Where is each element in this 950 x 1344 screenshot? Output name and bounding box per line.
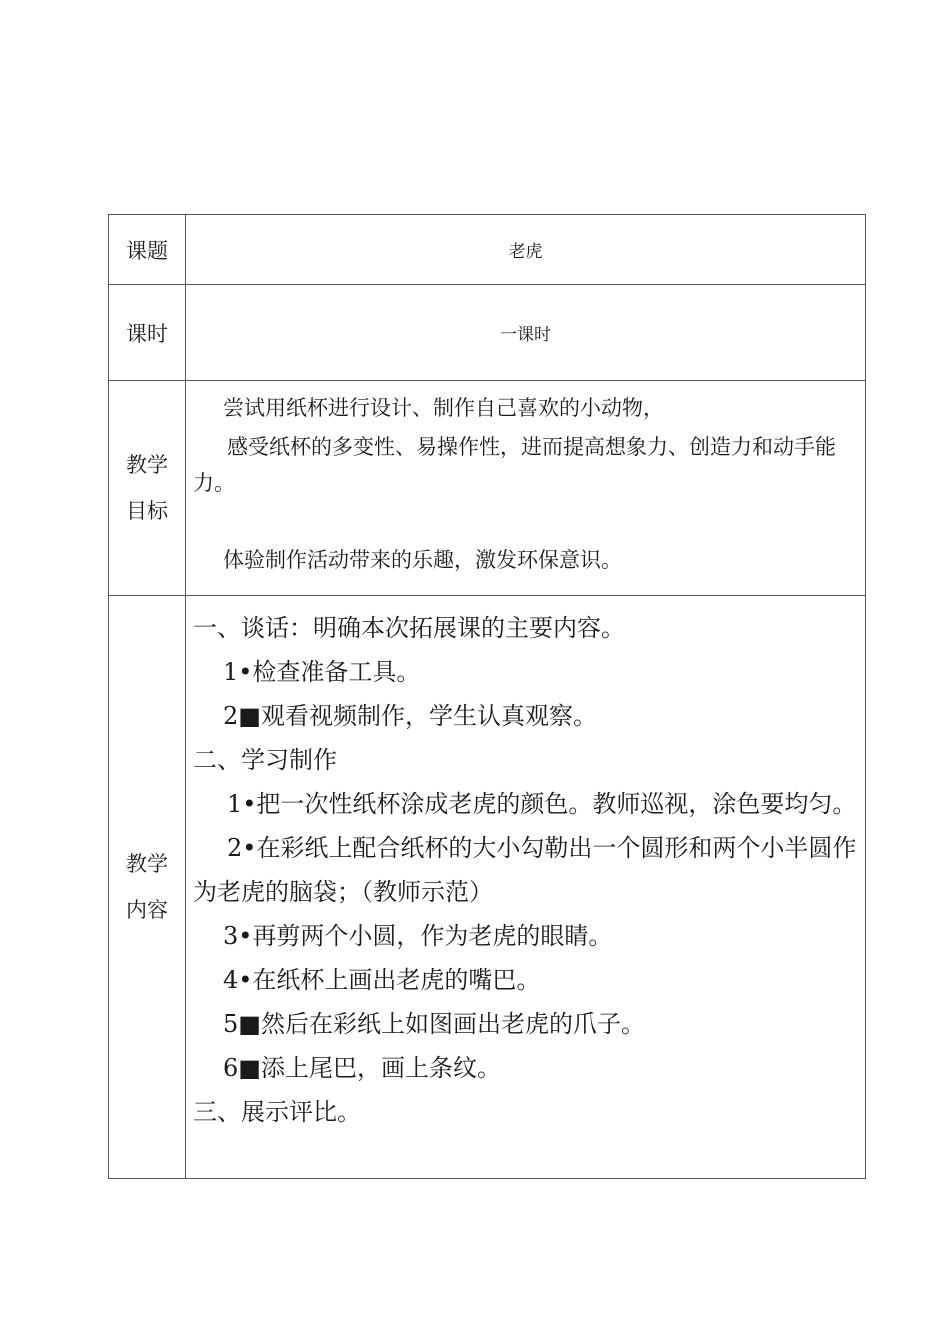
goals-label-line1: 教学 (126, 453, 168, 477)
topic-row (109, 215, 866, 285)
period-label: 课时 (109, 285, 186, 381)
step-item: 2•在彩纸上配合纸杯的大小勾勒出一个圆形和两个小半圆作为老虎的脑袋；（教师示范） (193, 834, 857, 906)
step-item: 2■观看视频制作，学生认真观察。 (223, 702, 597, 730)
step-item: 6■添上尾巴，画上条纹。 (223, 1054, 501, 1082)
section-heading: 二、学习制作 (193, 746, 337, 774)
period-row (109, 285, 866, 381)
content-text (186, 596, 866, 1179)
goals-label (109, 381, 186, 596)
step-item: 5■然后在彩纸上如图画出老虎的爪子。 (223, 1010, 645, 1038)
content-row (109, 596, 866, 1179)
goal-item: 感受纸杯的多变性、易操作性，进而提高想象力、创造力和动手能力。 (193, 435, 836, 495)
step-item: 1•把一次性纸杯涂成老虎的颜色。教师巡视，涂色要均匀。 (227, 790, 857, 818)
step-item: 3•再剪两个小圆，作为老虎的眼睛。 (223, 922, 613, 950)
goals-row (109, 381, 866, 596)
content-label (109, 596, 186, 1179)
topic-label: 课题 (109, 215, 186, 285)
section-heading: 三、展示评比。 (193, 1098, 361, 1126)
step-item: 4•在纸杯上画出老虎的嘴巴。 (223, 966, 541, 994)
step-item: 1•检查准备工具。 (223, 658, 421, 686)
period-value: 一课时 (186, 285, 866, 381)
goal-item: 体验制作活动带来的乐趣，激发环保意识。 (223, 548, 622, 572)
content-label-line1: 教学 (126, 852, 168, 876)
lesson-plan-table (108, 214, 866, 1179)
goals-label-line2: 目标 (126, 499, 168, 523)
section-heading: 一、谈话：明确本次拓展课的主要内容。 (193, 614, 625, 642)
content-label-line2: 内容 (126, 898, 168, 922)
goal-item: 尝试用纸杯进行设计、制作自己喜欢的小动物， (223, 396, 664, 420)
goals-text (186, 381, 866, 596)
topic-value: 老虎 (186, 215, 866, 285)
